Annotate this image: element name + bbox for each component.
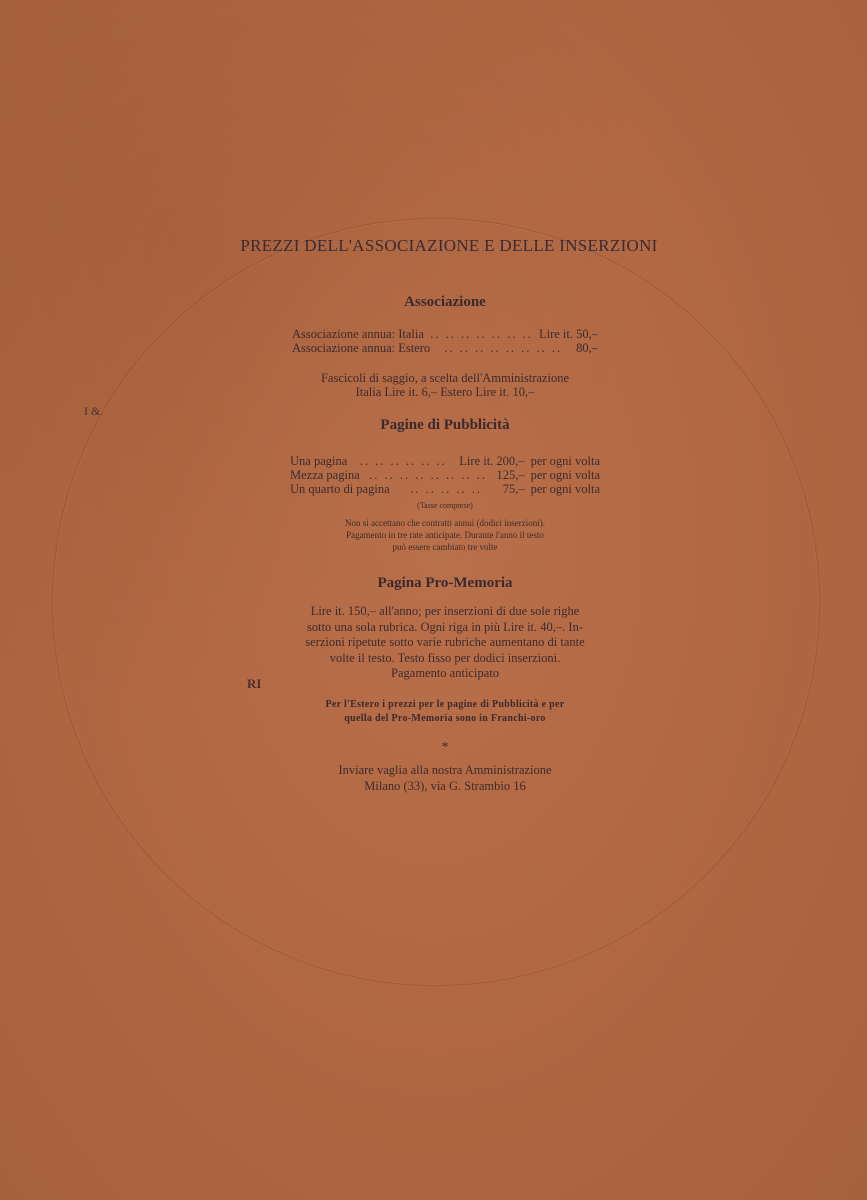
payment-address bbox=[210, 762, 680, 794]
contract-line: Pagamento in tre rate anticipate. Durante l'anno il testo bbox=[346, 530, 544, 540]
section-title-memoria: Pagina Pro-Memoria bbox=[377, 575, 513, 591]
row-value: Lire it. 200,– bbox=[459, 454, 525, 468]
price-row bbox=[290, 482, 600, 496]
row-leader: .. .. .. .. .. .. .. .. bbox=[369, 468, 488, 482]
margin-mark: I &. bbox=[84, 404, 104, 418]
estero-line: quella del Pro-Memoria sono in Franchi-oro bbox=[344, 712, 546, 724]
row-leader: .. .. .. .. .. bbox=[410, 482, 483, 496]
estero-note bbox=[210, 698, 680, 726]
price-row bbox=[290, 468, 600, 482]
row-extra: per ogni volta bbox=[530, 482, 600, 496]
row-label: Una pagina bbox=[290, 454, 348, 468]
row-extra: per ogni volta bbox=[530, 468, 600, 482]
saggio-line: Italia Lire it. 6,– Estero Lire it. 10,– bbox=[355, 385, 535, 399]
tasse-note: (Tasse comprese) bbox=[417, 501, 473, 510]
row-value: 125,– bbox=[496, 468, 525, 482]
price-row bbox=[292, 341, 598, 355]
contract-line: può essere cambiato tre volte bbox=[392, 542, 498, 552]
memoria-line: sotto una sola rubrica. Ogni riga in più Lire it. 40,–. In- bbox=[307, 619, 583, 634]
price-row bbox=[292, 327, 598, 341]
margin-mark-ri: RI bbox=[247, 676, 262, 691]
row-label: Un quarto di pagina bbox=[290, 482, 390, 496]
row-leader: .. .. .. .. .. .. .. .. bbox=[444, 341, 563, 355]
section-title-associazione: Associazione bbox=[404, 294, 486, 310]
row-value: 75,– bbox=[502, 482, 525, 496]
estero-line: Per l'Estero i prezzi per le pagine di Pubblicità e per bbox=[325, 698, 565, 710]
memoria-line: volte il testo. Testo fisso per dodici inserzioni. bbox=[329, 650, 561, 665]
saggio-note bbox=[210, 371, 680, 399]
page-title: PREZZI DELL'ASSOCIAZIONE E DELLE INSERZIONI bbox=[240, 236, 658, 255]
address-line: Milano (33), via G. Strambio 16 bbox=[364, 778, 526, 793]
memoria-line: Lire it. 150,– all'anno; per inserzioni di due sole righe bbox=[310, 604, 580, 618]
saggio-line: Fascicoli di saggio, a scelta dell'Amministrazione bbox=[320, 371, 570, 385]
contract-note bbox=[210, 517, 680, 553]
price-list bbox=[210, 236, 680, 794]
memoria-line: serzioni ripetute sotto varie rubriche aumentano di tante bbox=[305, 635, 585, 649]
price-row bbox=[290, 454, 600, 468]
row-extra: per ogni volta bbox=[530, 454, 600, 468]
row-leader: .. .. .. .. .. .. bbox=[359, 454, 447, 468]
asterisk-divider: * bbox=[441, 739, 449, 755]
row-value: 80,– bbox=[576, 341, 598, 355]
contract-line: Non si accettano che contratti annui (dodici inserzioni). bbox=[345, 518, 545, 528]
row-label: Associazione annua: Italia bbox=[292, 327, 424, 341]
section-title-pubblicita: Pagine di Pubblicità bbox=[380, 417, 510, 433]
memoria-line: Pagamento anticipato bbox=[391, 666, 499, 680]
row-leader: .. .. .. .. .. .. .. bbox=[430, 327, 533, 341]
row-label: Associazione annua: Estero bbox=[292, 341, 431, 355]
row-label: Mezza pagina bbox=[290, 468, 360, 482]
address-line: Inviare vaglia alla nostra Amministrazione bbox=[338, 762, 552, 777]
associazione-rows bbox=[210, 327, 680, 355]
memoria-text bbox=[210, 604, 680, 682]
row-value: Lire it. 50,– bbox=[538, 327, 598, 341]
pubblicita-rows bbox=[210, 454, 680, 496]
